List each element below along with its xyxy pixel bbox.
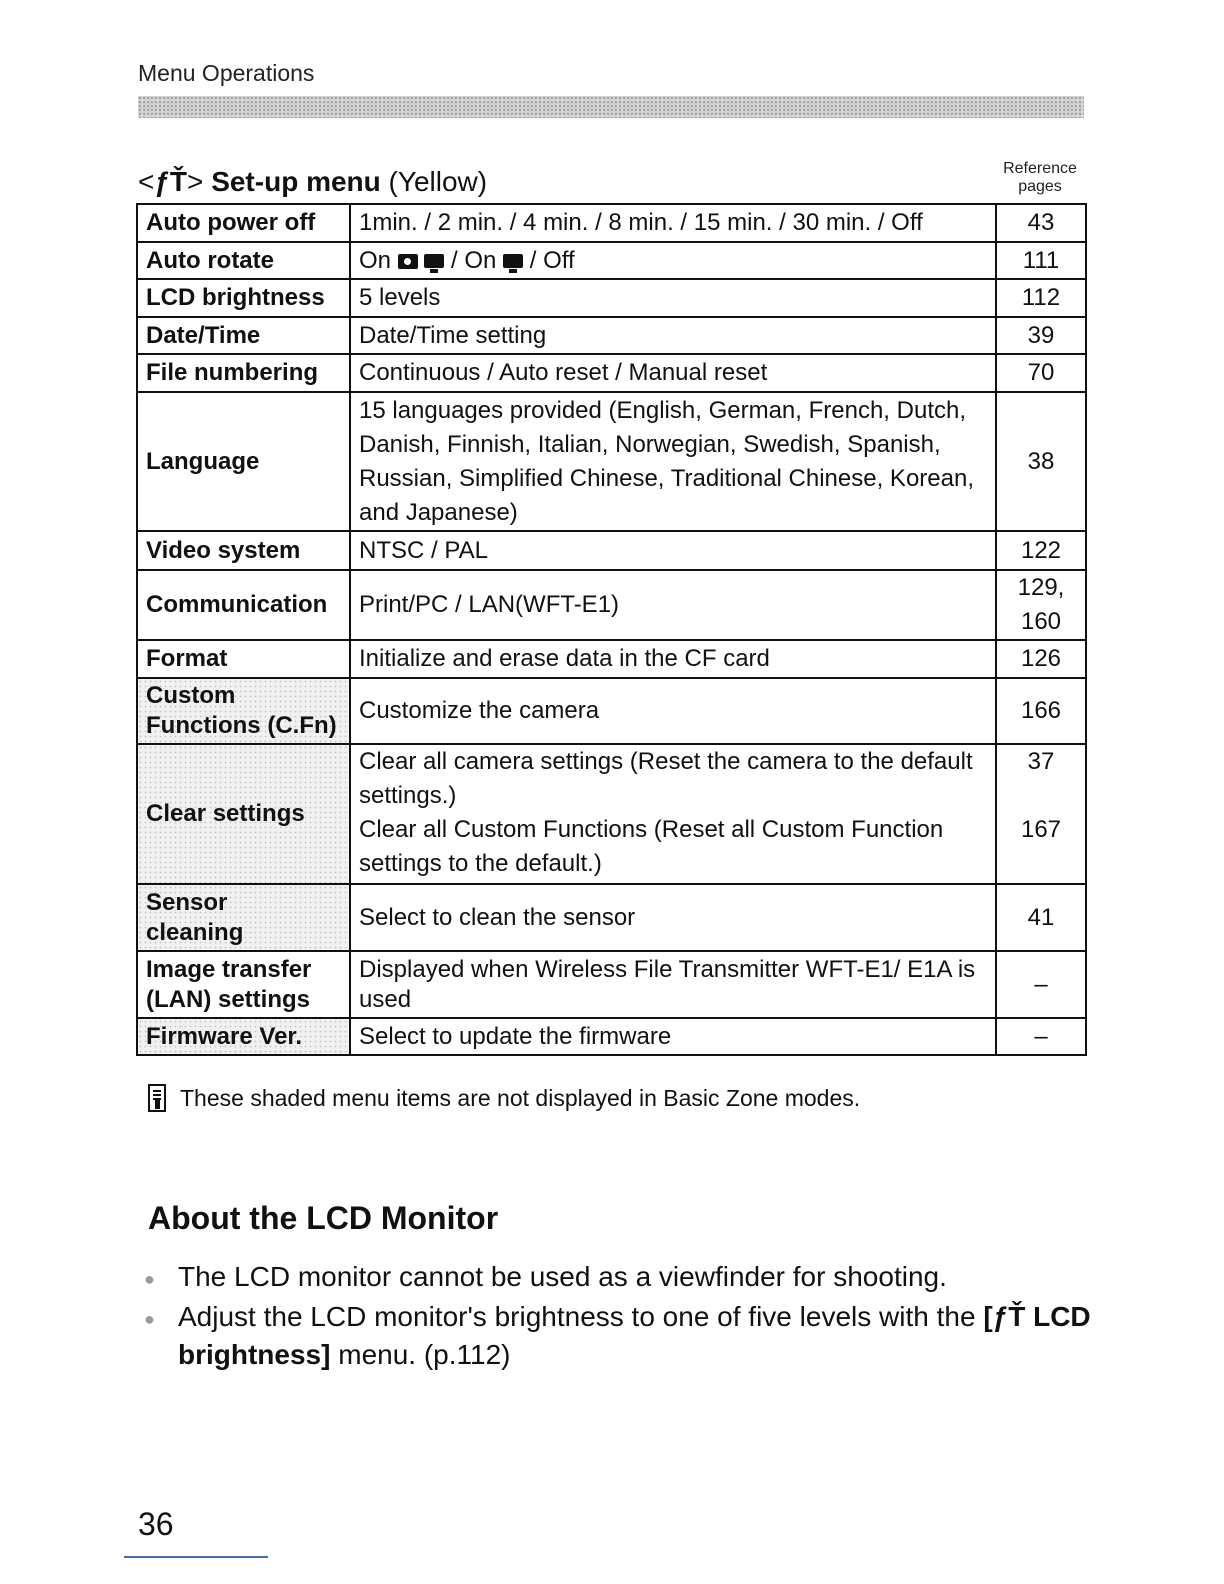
reference-header-line2: pages [1018, 178, 1062, 195]
reference-page: 38 [996, 392, 1086, 531]
bullet-text-part: menu. (p.112) [330, 1339, 511, 1370]
menu-item-line: Image transfer [146, 955, 312, 983]
menu-item [137, 884, 350, 951]
section-title-color: (Yellow) [388, 166, 488, 197]
table-row [137, 354, 1086, 392]
reference-page: 166 [996, 678, 1086, 744]
menu-item [137, 951, 350, 1018]
table-row [137, 1018, 1086, 1055]
table-row [137, 279, 1086, 317]
section-title [138, 166, 487, 198]
reference-page: 70 [996, 354, 1086, 392]
section-title-bold: Set-up menu [211, 166, 381, 197]
menu-item [137, 678, 350, 744]
menu-item: LCD brightness [137, 279, 350, 317]
bullet-bracket: ] [321, 1339, 331, 1370]
bullet-text [178, 1298, 1094, 1374]
menu-setting: Initialize and erase data in the CF card [350, 640, 996, 678]
bullet-menu-name: LCD brightness [178, 1301, 1091, 1370]
table-row [137, 570, 1086, 640]
bullet-bracket: [ [983, 1301, 993, 1332]
reference-page: 43 [996, 204, 1086, 242]
section-close: > [187, 166, 204, 197]
menu-setting [350, 242, 996, 279]
bullet-icon: ● [144, 1269, 155, 1289]
header-label: Menu Operations [138, 60, 315, 86]
table-row [137, 392, 1086, 531]
menu-setting: 5 levels [350, 279, 996, 317]
list-item [144, 1298, 1094, 1374]
reference-page: 39 [996, 317, 1086, 354]
reference-page: 122 [996, 531, 1086, 570]
reference-pages-header [996, 160, 1084, 196]
note-text: These shaded menu items are not displayed in Basic Zone modes. [180, 1084, 861, 1111]
about-title: About the LCD Monitor [148, 1200, 499, 1236]
menu-item: Auto power off [137, 204, 350, 242]
menu-item-line: cleaning [146, 918, 244, 946]
reference-page-line: 160 [1020, 608, 1062, 635]
reference-page [996, 744, 1086, 884]
menu-setting [350, 744, 996, 884]
menu-item-line: Custom [146, 682, 236, 709]
menu-item: File numbering [137, 354, 350, 392]
menu-item: Auto rotate [137, 242, 350, 279]
menu-setting: Select to clean the sensor [350, 884, 996, 951]
setup-wrench-icon: ƒŤ [154, 166, 188, 197]
list-item [144, 1258, 1094, 1298]
table-row [137, 744, 1086, 884]
menu-item: Clear settings [137, 744, 350, 884]
menu-item: Language [137, 392, 350, 531]
menu-item: Communication [137, 570, 350, 640]
setting-part: On [359, 246, 392, 274]
menu-setting: Customize the camera [350, 678, 996, 744]
computer-icon [503, 254, 523, 268]
menu-setting: Date/Time setting [350, 317, 996, 354]
menu-setting: NTSC / PAL [350, 531, 996, 570]
menu-item: Format [137, 640, 350, 678]
setup-menu-table [136, 203, 1087, 1056]
setting-part: / Off [529, 246, 575, 274]
computer-icon [424, 254, 444, 268]
setting-part: / On [451, 246, 497, 274]
table-row [137, 531, 1086, 570]
section-open: < [138, 166, 155, 197]
setting-line: Clear all Custom Functions (Reset all Custom Function settings to the default.) [359, 816, 944, 877]
menu-item: Video system [137, 531, 350, 570]
menu-item: Date/Time [137, 317, 350, 354]
memo-icon [148, 1084, 166, 1112]
reference-page: 112 [996, 279, 1086, 317]
table-row [137, 242, 1086, 279]
reference-header-line1: Reference [1003, 160, 1077, 177]
setup-wrench-icon: ƒŤ [992, 1301, 1026, 1332]
note [148, 1084, 860, 1112]
camera-icon [398, 254, 418, 269]
reference-page-line: 37 [1027, 748, 1055, 775]
menu-setting: Displayed when Wireless File Transmitter WFT-E1/ E1A is used [350, 951, 996, 1018]
table-row [137, 640, 1086, 678]
header-band [138, 96, 1084, 118]
reference-page [996, 570, 1086, 640]
reference-page-line: 129, [1017, 574, 1065, 601]
table-row [137, 678, 1086, 744]
reference-page: 126 [996, 640, 1086, 678]
bullet-icon: ● [144, 1309, 155, 1329]
menu-setting: 1min. / 2 min. / 4 min. / 8 min. / 15 min. / 30 min. / Off [350, 204, 996, 242]
table-row [137, 951, 1086, 1018]
bottom-rule [124, 1556, 268, 1558]
reference-page-line: 167 [1020, 816, 1062, 843]
bullet-text-part: Adjust the LCD monitor's brightness to one of five levels with the [178, 1301, 984, 1332]
menu-setting: Continuous / Auto reset / Manual reset [350, 354, 996, 392]
menu-setting: Select to update the firmware [350, 1018, 996, 1055]
bullet-list [144, 1258, 1094, 1374]
bullet-text: The LCD monitor cannot be used as a viewfinder for shooting. [178, 1261, 947, 1292]
menu-item-line: Functions (C.Fn) [146, 712, 337, 739]
menu-setting: 15 languages provided (English, German, French, Dutch, Danish, Finnish, Italian, Norwegian, Swedish, Spanish, Russian, Simplified Chinese, Traditional Chinese, Korean, and Japanese) [350, 392, 996, 531]
table-row [137, 884, 1086, 951]
menu-setting: Print/PC / LAN(WFT-E1) [350, 570, 996, 640]
table-row [137, 317, 1086, 354]
reference-page: 41 [996, 884, 1086, 951]
reference-page: 111 [996, 242, 1086, 279]
page-number: 36 [138, 1506, 174, 1542]
table-row [137, 204, 1086, 242]
menu-item-line: (LAN) settings [146, 985, 310, 1013]
menu-item-line: Sensor [146, 888, 228, 916]
reference-page: – [996, 951, 1086, 1018]
menu-item: Firmware Ver. [137, 1018, 350, 1055]
setting-line: Clear all camera settings (Reset the camera to the default settings.) [359, 748, 973, 809]
reference-page: – [996, 1018, 1086, 1055]
